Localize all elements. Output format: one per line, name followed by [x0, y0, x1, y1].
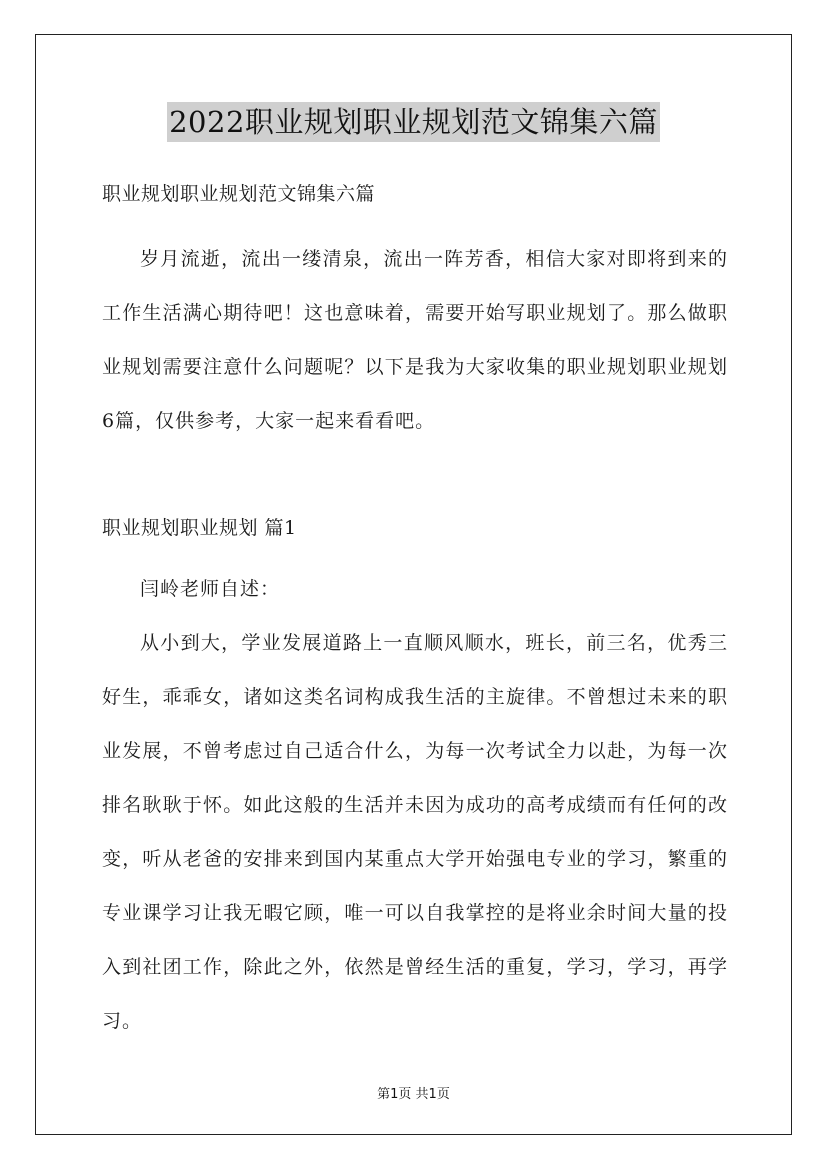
section-heading: 职业规划职业规划 篇1	[102, 517, 297, 539]
section-paragraph: 从小到大，学业发展道路上一直顺风顺水，班长，前三名，优秀三好生，乖乖女，诸如这类名词构成我生活的主旋律。不曾想过未来的职业发展，不曾考虑过自己适合什么，为每一次考试全力以赴，为每一次排名耿耿于怀。如此这般的生活并未因为成功的高考成绩而有任何的改变，听从老爸的安排来到国内某重点大学开始强电专业的学习，繁重的专业课学习让我无暇它顾，唯一可以自我掌控的是将业余时间大量的投入到社团工作，除此之外，依然是曾经生活的重复，学习，学习，再学习。	[102, 632, 728, 1032]
document-title: 2022职业规划职业规划范文锦集六篇	[167, 102, 660, 142]
intro-paragraph: 岁月流逝，流出一缕清泉，流出一阵芳香，相信大家对即将到来的工作生活满心期待吧！这也意味着，需要开始写职业规划了。那么做职业规划需要注意什么问题呢？以下是我为大家收集的职业规划职业规划6篇，仅供参考，大家一起来看看吧。	[102, 248, 728, 432]
document-subtitle: 职业规划职业规划范文锦集六篇	[102, 183, 376, 205]
document-body	[102, 176, 728, 1048]
section-subheading: 闫岭老师自述：	[140, 578, 281, 600]
title-container	[0, 102, 827, 142]
page-footer: 第1页 共1页	[377, 1087, 450, 1102]
